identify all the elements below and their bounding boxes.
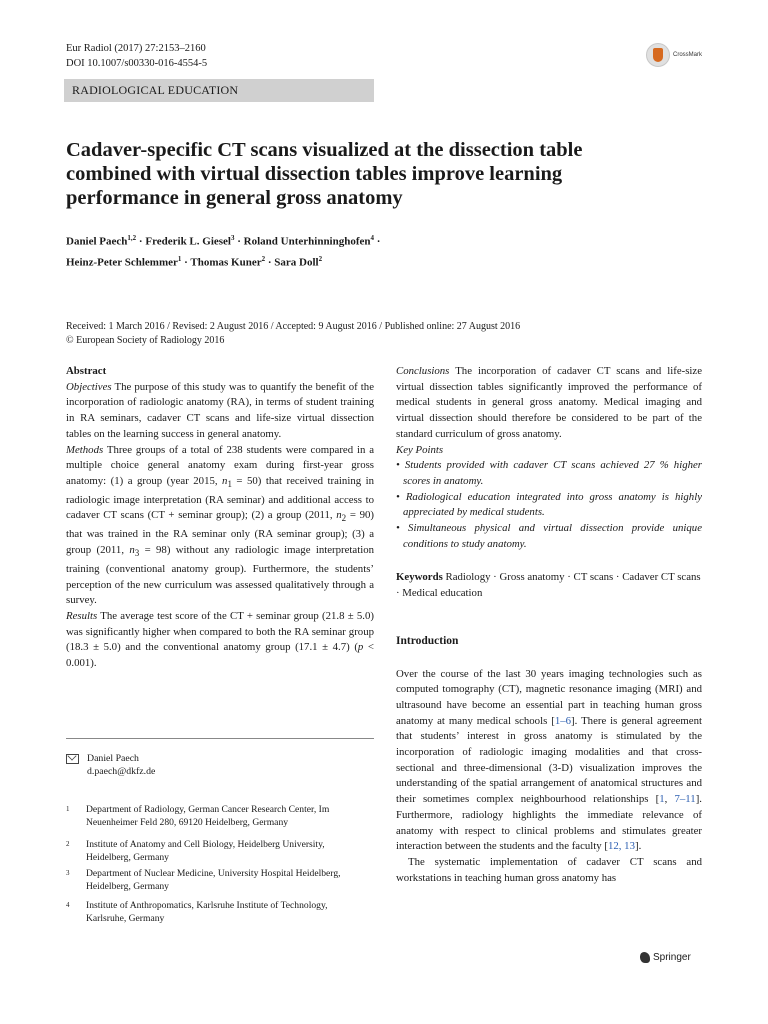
author-affil: 4	[370, 234, 375, 242]
affiliation-number: 1	[66, 805, 70, 813]
key-points-label: Key Points	[396, 443, 444, 456]
author-name[interactable]: Frederik L. Giesel	[145, 235, 231, 248]
author-name[interactable]: Roland Unterhinninghofen	[243, 235, 371, 248]
abstract-objectives	[66, 380, 374, 443]
affiliation-number: 2	[66, 840, 70, 848]
results-text: < 0.001).	[66, 641, 374, 670]
author-name[interactable]: Heinz-Peter Schlemmer	[66, 256, 178, 269]
p-symbol: p	[357, 641, 364, 654]
springer-horse-icon	[640, 952, 650, 963]
affiliation-number: 3	[66, 869, 70, 877]
author-sep: ·	[136, 235, 146, 248]
contact-block	[66, 752, 155, 778]
keywords-label: Keywords	[396, 571, 443, 584]
methods-text: = 50) that received training in radiologic image interpretation (RA seminar) and additional access to cadaver CT scans (CT + seminar group); (2) a group (2011,	[66, 474, 374, 522]
crossmark-badge[interactable]	[646, 42, 716, 68]
author-affil: 3	[231, 234, 235, 242]
key-point: • Students provided with cadaver CT scans achieved 27 % higher scores in anatomy.	[396, 459, 702, 487]
conclusions-text: The incorporation of cadaver CT scans and life-size virtual dissection tables significantly improved the performance of medical students in general gross anatomy. Medical imaging and virtual dissection should therefore be considered to be part of the standard curriculum of gross anatomy.	[396, 365, 702, 440]
n-subscript: 3	[134, 548, 140, 559]
copyright-line: © European Society of Radiology 2016	[66, 335, 225, 346]
n-symbol: n	[129, 544, 135, 557]
abstract-conclusions	[396, 364, 702, 443]
abstract-left-column	[66, 364, 374, 672]
author-affil: 1,2	[127, 234, 137, 242]
affiliation-number: 4	[66, 901, 70, 909]
n-subscript: 1	[227, 479, 232, 490]
history-line: Received: 1 March 2016 / Revised: 2 August 2016 / Accepted: 9 August 2016 / Published online: 27 August 2016	[66, 321, 521, 332]
keywords-text: Radiology · Gross anatomy · CT scans · Cadaver CT scans · Medical education	[396, 571, 701, 600]
contact-name: Daniel Paech	[87, 753, 139, 764]
affiliation-text: Institute of Anatomy and Cell Biology, Heidelberg University, Heidelberg, Germany	[86, 839, 325, 863]
affiliation-text: Department of Radiology, German Cancer Research Center, Im Neuenheimer Feld 280, 69120 Heidelberg, Germany	[86, 804, 330, 828]
methods-text: = 90) that was trained in the RA seminar only (RA seminar group); (3) a group (2011,	[66, 509, 374, 557]
author-name[interactable]: Thomas Kuner	[190, 256, 262, 269]
citation-link[interactable]: 12, 13	[607, 840, 635, 853]
n-symbol: n	[336, 509, 342, 522]
author-name[interactable]: Daniel Paech	[66, 235, 128, 248]
intro-text: ]. Furthermore, radiology highlights the immediate relevance of anatomy with respect to clinical problems and stimulates greater interaction between the students and the faculty [	[396, 793, 702, 853]
results-text: The average test score of the CT + seminar group (21.8 ± 5.0) was significantly higher when compared to both the RA seminar group (18.3 ± 5.0) and the conventional anatomy group (17.1 ± 4.7) (	[66, 610, 374, 654]
author-name[interactable]: Sara Doll	[274, 256, 319, 269]
key-point: • Simultaneous physical and virtual dissection provide unique conditions to study anatomy.	[396, 522, 702, 550]
n-symbol: n	[222, 474, 228, 487]
results-label: Results	[66, 610, 98, 623]
conclusions-label: Conclusions	[396, 365, 450, 377]
corresponding-author	[66, 752, 155, 778]
author-affil: 2	[261, 254, 266, 263]
intro-text: Over the course of the last 30 years imaging technologies such as computed tomography (CT), magnetic resonance imaging (MRI) and ultrasound have become an essential part in teaching human gross anatomy at many medical schools [	[396, 667, 702, 727]
author-affil: 2	[318, 254, 323, 263]
section-label: RADIOLOGICAL EDUCATION	[72, 83, 239, 97]
affiliation-2	[66, 838, 366, 864]
publisher-logo	[640, 952, 691, 963]
affiliation-1	[66, 803, 366, 829]
affiliation-4	[66, 899, 366, 925]
intro-text: ]. There is general agreement that students’ interest in gross anatomy is stimulated by the incorporation of radiologic imaging modalities and that cross-sectional and three-dimensional (3-D) visualization improves the understanding of the spatial arrangement of anatomical structures and their sometimes complex neighbourhood relationships [	[396, 714, 702, 806]
crossmark-icon	[646, 43, 670, 67]
affiliation-text: Department of Nuclear Medicine, University Hospital Heidelberg, Heidelberg, Germany	[86, 868, 341, 892]
article-title: Cadaver-specific CT scans visualized at the dissection table combined with virtual dissection tables improve learning performance in general gross anatomy	[66, 139, 583, 209]
n-subscript: 2	[341, 513, 347, 524]
publisher-name: Springer	[653, 952, 691, 963]
citation-link[interactable]: 7–11	[674, 793, 696, 806]
intro-text: ,	[664, 793, 675, 806]
journal-citation: Eur Radiol (2017) 27:2153–2160	[66, 43, 206, 54]
footnote-divider	[66, 738, 374, 739]
journal-meta	[66, 41, 207, 71]
abstract-results	[66, 609, 374, 672]
author-sep: ·	[265, 256, 275, 269]
crossmark-label: CrossMark	[673, 52, 703, 58]
objectives-label: Objectives	[66, 380, 112, 393]
author-line-2	[66, 251, 486, 272]
intro-text: ].	[634, 840, 642, 853]
author-list	[66, 230, 486, 271]
affiliation-3	[66, 867, 366, 893]
author-affil: 1	[177, 254, 182, 263]
introduction-paragraph-2: The systematic implementation of cadaver CT scans and workstations in teaching human gross anatomy has	[396, 855, 702, 884]
abstract-right-column	[396, 364, 702, 886]
objectives-text: The purpose of this study was to quantify the benefit of the incorporation of radiologic anatomy (RA), in terms of student training in RA seminars, cadaver CT scans and life-size virtual dissection tables on the learning success in general anatomy.	[66, 380, 374, 440]
methods-label: Methods	[66, 443, 104, 456]
author-line-1	[66, 230, 486, 251]
author-sep: ·	[181, 256, 191, 269]
abstract-heading: Abstract	[66, 365, 107, 377]
citation-link[interactable]: 1–6	[554, 714, 572, 727]
author-sep: ·	[374, 235, 381, 248]
contact-email[interactable]: d.paech@dkfz.de	[87, 766, 156, 777]
methods-text: Three groups of a total of 238 students were compared in a multiple choice general anatomy exam during first-year gross anatomy: (1) a group (year 2015,	[66, 443, 374, 487]
key-point: • Radiological education integrated into gross anatomy is highly appreciated by medical students.	[396, 490, 702, 519]
abstract-methods	[66, 443, 374, 610]
envelope-icon	[66, 754, 79, 764]
introduction-heading: Introduction	[396, 634, 459, 647]
keywords-block	[396, 570, 702, 601]
doi[interactable]: DOI 10.1007/s00330-016-4554-5	[66, 58, 208, 69]
citation-link[interactable]: 1	[659, 793, 665, 806]
introduction-paragraph-1	[396, 667, 702, 855]
author-sep: ·	[234, 235, 244, 248]
affiliation-text: Institute of Anthropomatics, Karlsruhe Institute of Technology, Karlsruhe, Germany	[86, 900, 328, 924]
publication-dates	[66, 320, 520, 348]
methods-text: = 98) without any radiologic image interpretation training (conventional anatomy group). Furthermore, the students’ perception of the new curriculum was assessed qualitatively through a survey.	[66, 544, 374, 607]
